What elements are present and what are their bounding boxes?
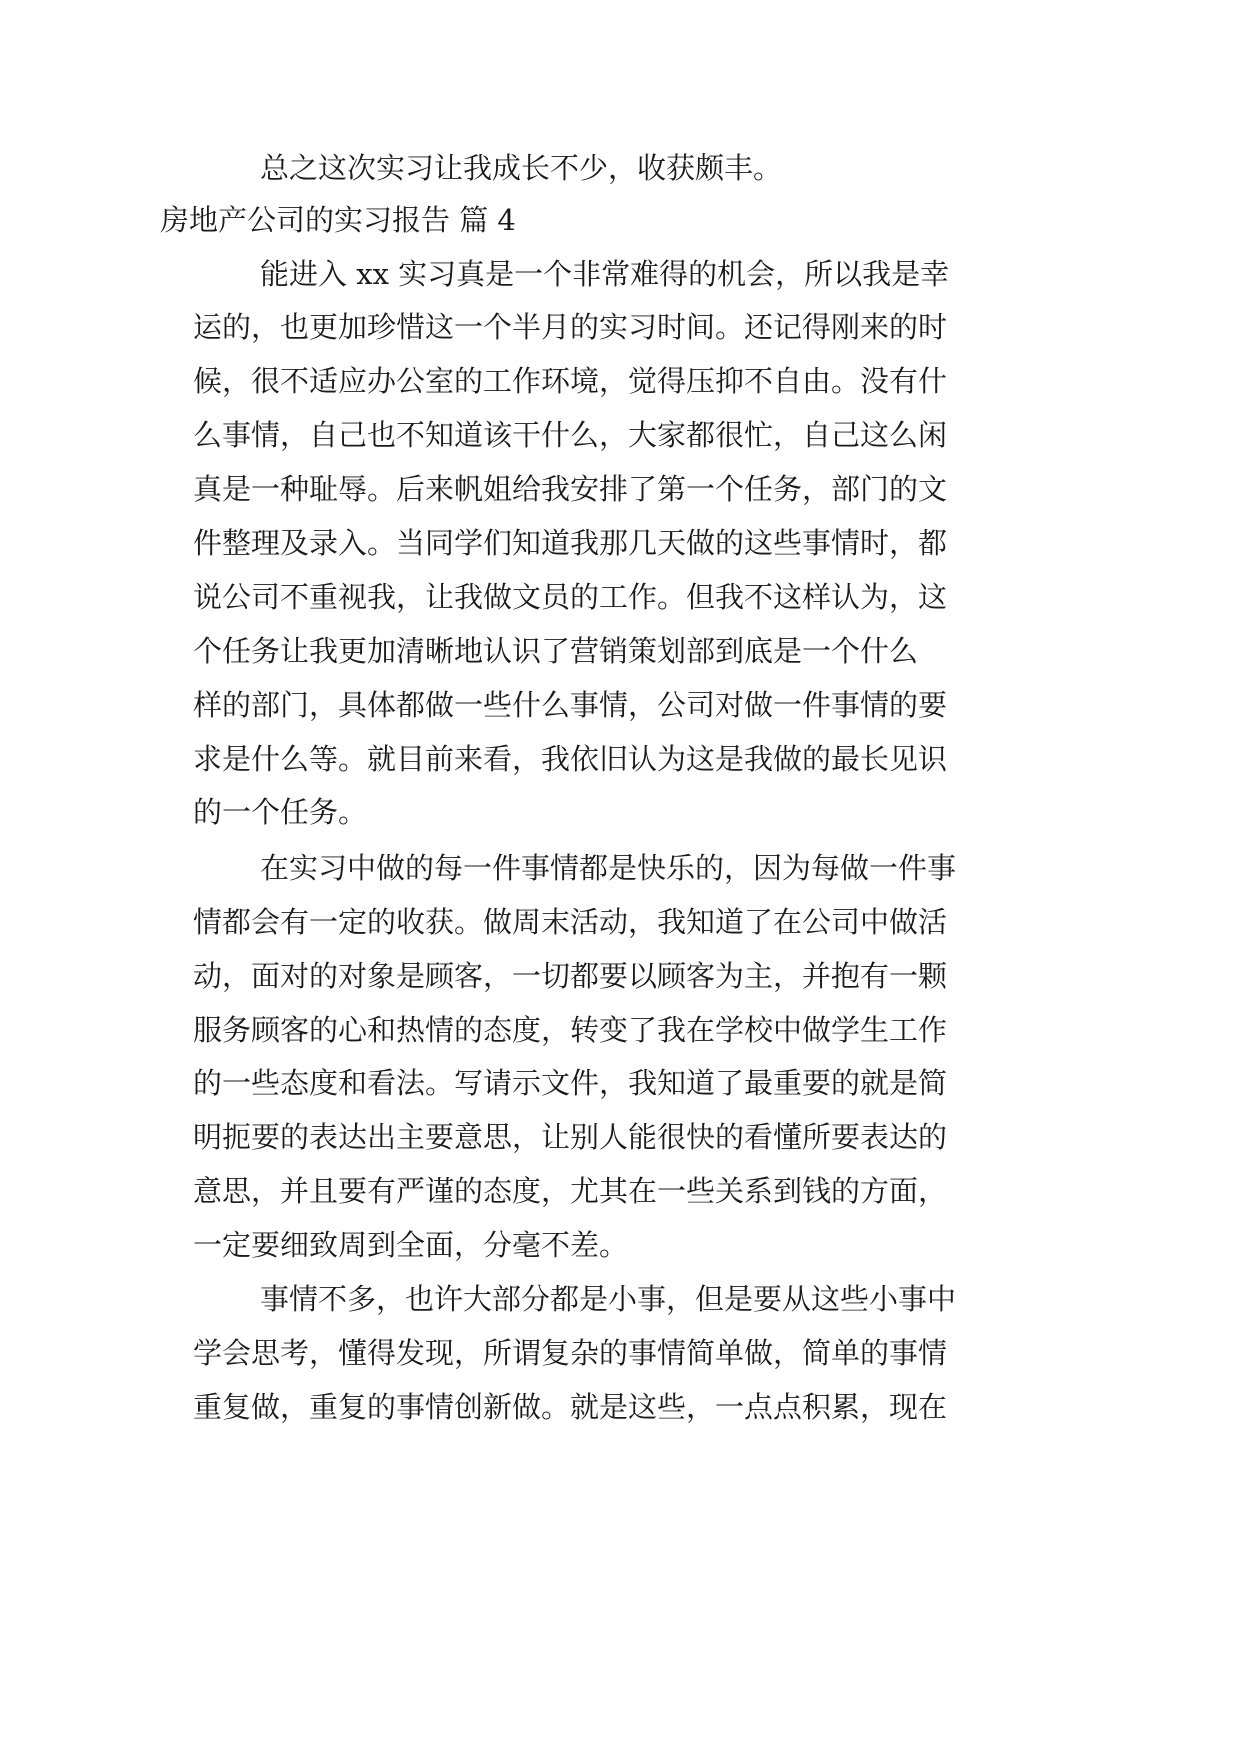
paragraph-line: 情都会有一定的收获。做周末活动，我知道了在公司中做活 [193,905,948,939]
paragraph-line: 重复做，重复的事情创新做。就是这些，一点点积累，现在 [193,1390,948,1424]
section-heading: 房地产公司的实习报告 篇 4 [160,203,516,237]
paragraph-line: 的一些态度和看法。写请示文件，我知道了最重要的就是简 [193,1066,948,1100]
paragraph-line: 的一个任务。 [193,795,368,829]
paragraph-line: 服务顾客的心和热情的态度，转变了我在学校中做学生工作 [193,1013,948,1047]
closing-line: 总之这次实习让我成长不少，收获颇丰。 [260,151,783,185]
paragraph-line: 意思，并且要有严谨的态度，尤其在一些关系到钱的方面， [193,1174,948,1208]
paragraph-line: 能进入 xx 实习真是一个非常难得的机会，所以我是幸 [260,257,950,291]
paragraph-line: 候，很不适应办公室的工作环境，觉得压抑不自由。没有什 [193,364,948,398]
paragraph-line: 说公司不重视我，让我做文员的工作。但我不这样认为，这 [193,580,948,614]
paragraph-line: 求是什么等。就目前来看，我依旧认为这是我做的最长见识 [193,742,948,776]
paragraph-line: 事情不多，也许大部分都是小事，但是要从这些小事中 [260,1282,957,1316]
paragraph-line: 一定要细致周到全面，分毫不差。 [193,1228,629,1262]
paragraph-line: 学会思考，懂得发现，所谓复杂的事情简单做，简单的事情 [193,1336,948,1370]
paragraph-line: 件整理及录入。当同学们知道我那几天做的这些事情时，都 [193,526,948,560]
paragraph-line: 运的，也更加珍惜这一个半月的实习时间。还记得刚来的时 [193,310,948,344]
paragraph-line: 真是一种耻辱。后来帆姐给我安排了第一个任务，部门的文 [193,472,948,506]
paragraph-line: 样的部门，具体都做一些什么事情，公司对做一件事情的要 [193,688,948,722]
paragraph-line: 动，面对的对象是顾客，一切都要以顾客为主，并抱有一颗 [193,959,948,993]
paragraph-line: 明扼要的表达出主要意思，让别人能很快的看懂所要表达的 [193,1120,948,1154]
paragraph-line: 么事情，自己也不知道该干什么，大家都很忙，自己这么闲 [193,418,948,452]
paragraph-line: 个任务让我更加清晰地认识了营销策划部到底是一个什么 [193,634,919,668]
paragraph-line: 在实习中做的每一件事情都是快乐的，因为每做一件事 [260,851,957,885]
